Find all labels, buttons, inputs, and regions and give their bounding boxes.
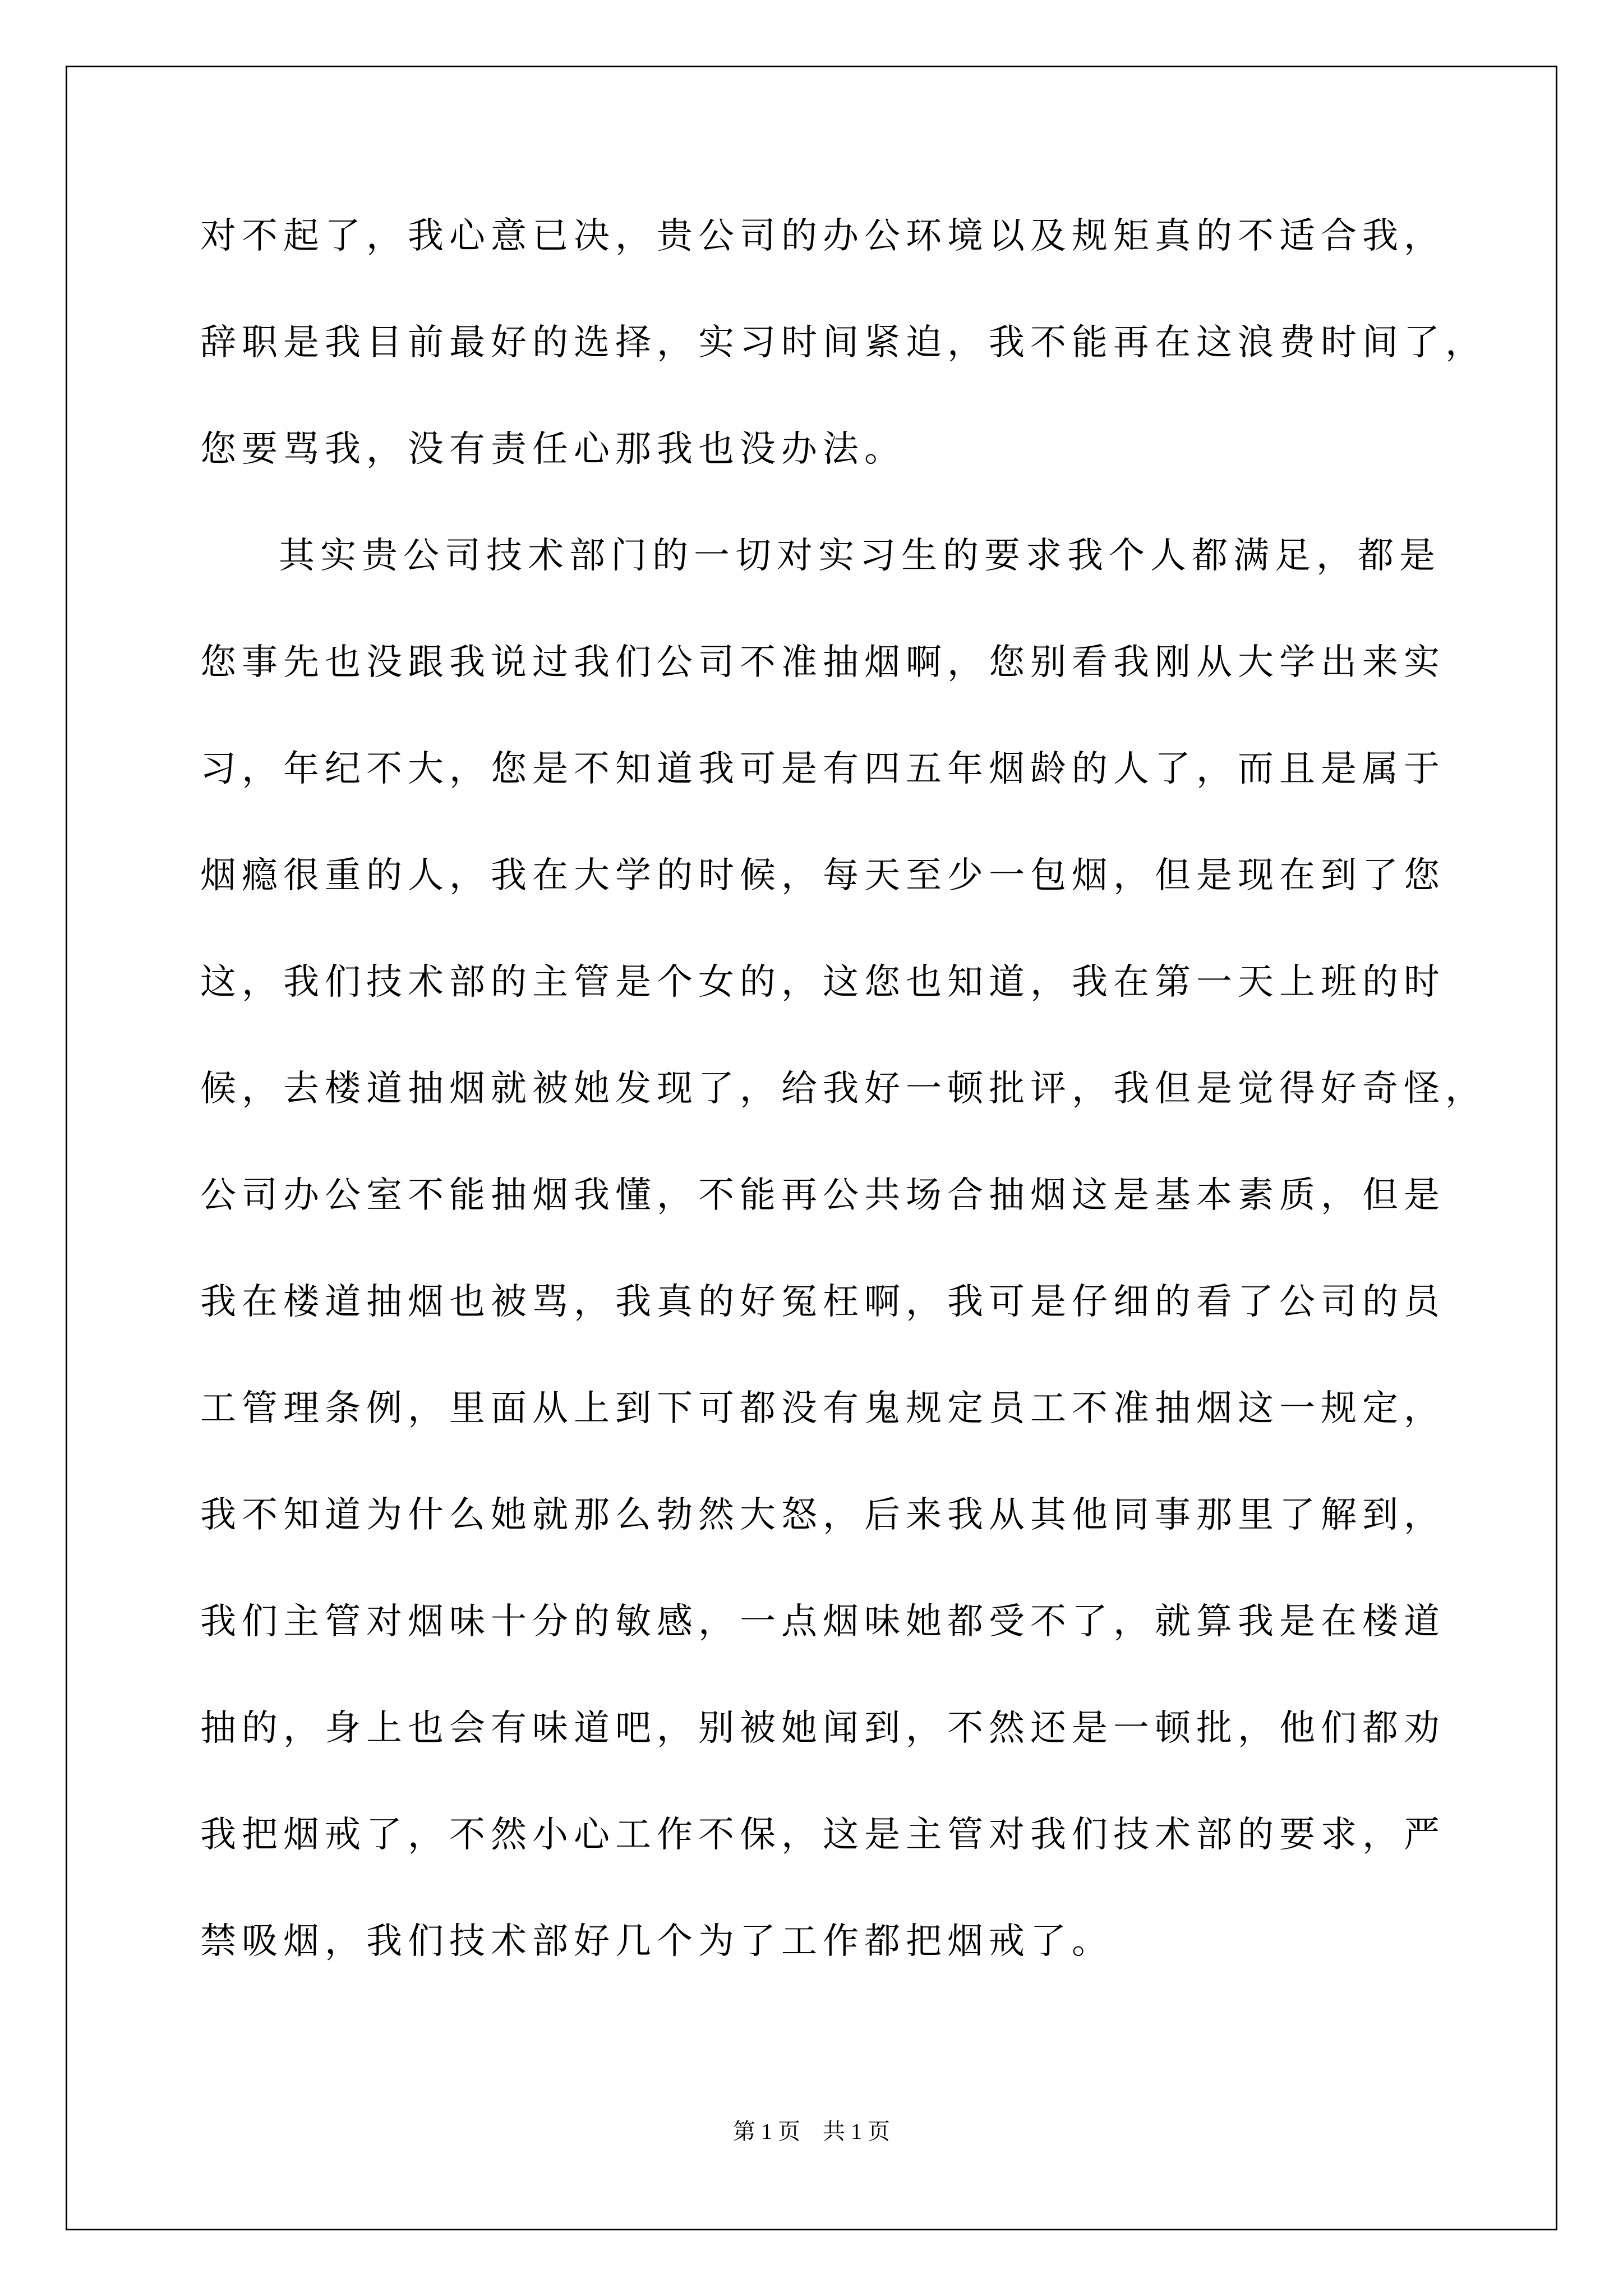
paragraph-2-line-6: 候，去楼道抽烟就被她发现了，给我好一顿批评，我但是觉得好奇怪， — [200, 1068, 1487, 1110]
paragraph-2-line-13: 我把烟戒了，不然小心工作不保，这是主管对我们技术部的要求，严 — [200, 1814, 1445, 1856]
page-number-label: 第 1 页 — [733, 2119, 800, 2144]
page-footer — [0, 2115, 1623, 2148]
page-border — [66, 66, 1557, 2230]
paragraph-2-line-1: 其实贵公司技术部门的一切对实习生的要求我个人都满足，都是 — [279, 535, 1441, 577]
paragraph-2-line-3: 习，年纪不大，您是不知道我可是有四五年烟龄的人了，而且是属于 — [200, 748, 1445, 790]
paragraph-2-line-14: 禁吸烟，我们技术部好几个为了工作都把烟戒了。 — [200, 1921, 1113, 1962]
paragraph-2-line-10: 我不知道为什么她就那么勃然大怒，后来我从其他同事那里了解到， — [200, 1494, 1445, 1536]
paragraph-2-line-8: 我在楼道抽烟也被骂，我真的好冤枉啊，我可是仔细的看了公司的员 — [200, 1281, 1445, 1323]
paragraph-1-line-3: 您要骂我，没有责任心那我也没办法。 — [200, 429, 906, 470]
paragraph-2-line-12: 抽的，身上也会有味道吧，别被她闻到，不然还是一顿批，他们都劝 — [200, 1708, 1445, 1749]
paragraph-2-line-11: 我们主管对烟味十分的敏感，一点烟味她都受不了，就算我是在楼道 — [200, 1601, 1445, 1642]
paragraph-2-line-7: 公司办公室不能抽烟我懂，不能再公共场合抽烟这是基本素质，但是 — [200, 1175, 1445, 1216]
paragraph-2-line-2: 您事先也没跟我说过我们公司不准抽烟啊，您别看我刚从大学出来实 — [200, 642, 1445, 683]
paragraph-2-line-4: 烟瘾很重的人，我在大学的时候，每天至少一包烟，但是现在到了您 — [200, 855, 1445, 896]
paragraph-1-line-1: 对不起了，我心意已决，贵公司的办公环境以及规矩真的不适合我， — [200, 215, 1445, 257]
paragraph-2-line-5: 这，我们技术部的主管是个女的，这您也知道，我在第一天上班的时 — [200, 961, 1445, 1003]
paragraph-2-line-9: 工管理条例，里面从上到下可都没有鬼规定员工不准抽烟这一规定， — [200, 1388, 1445, 1429]
paragraph-1-line-2: 辞职是我目前最好的选择，实习时间紧迫，我不能再在这浪费时间了， — [200, 322, 1487, 364]
total-pages-label: 共 1 页 — [823, 2119, 890, 2144]
